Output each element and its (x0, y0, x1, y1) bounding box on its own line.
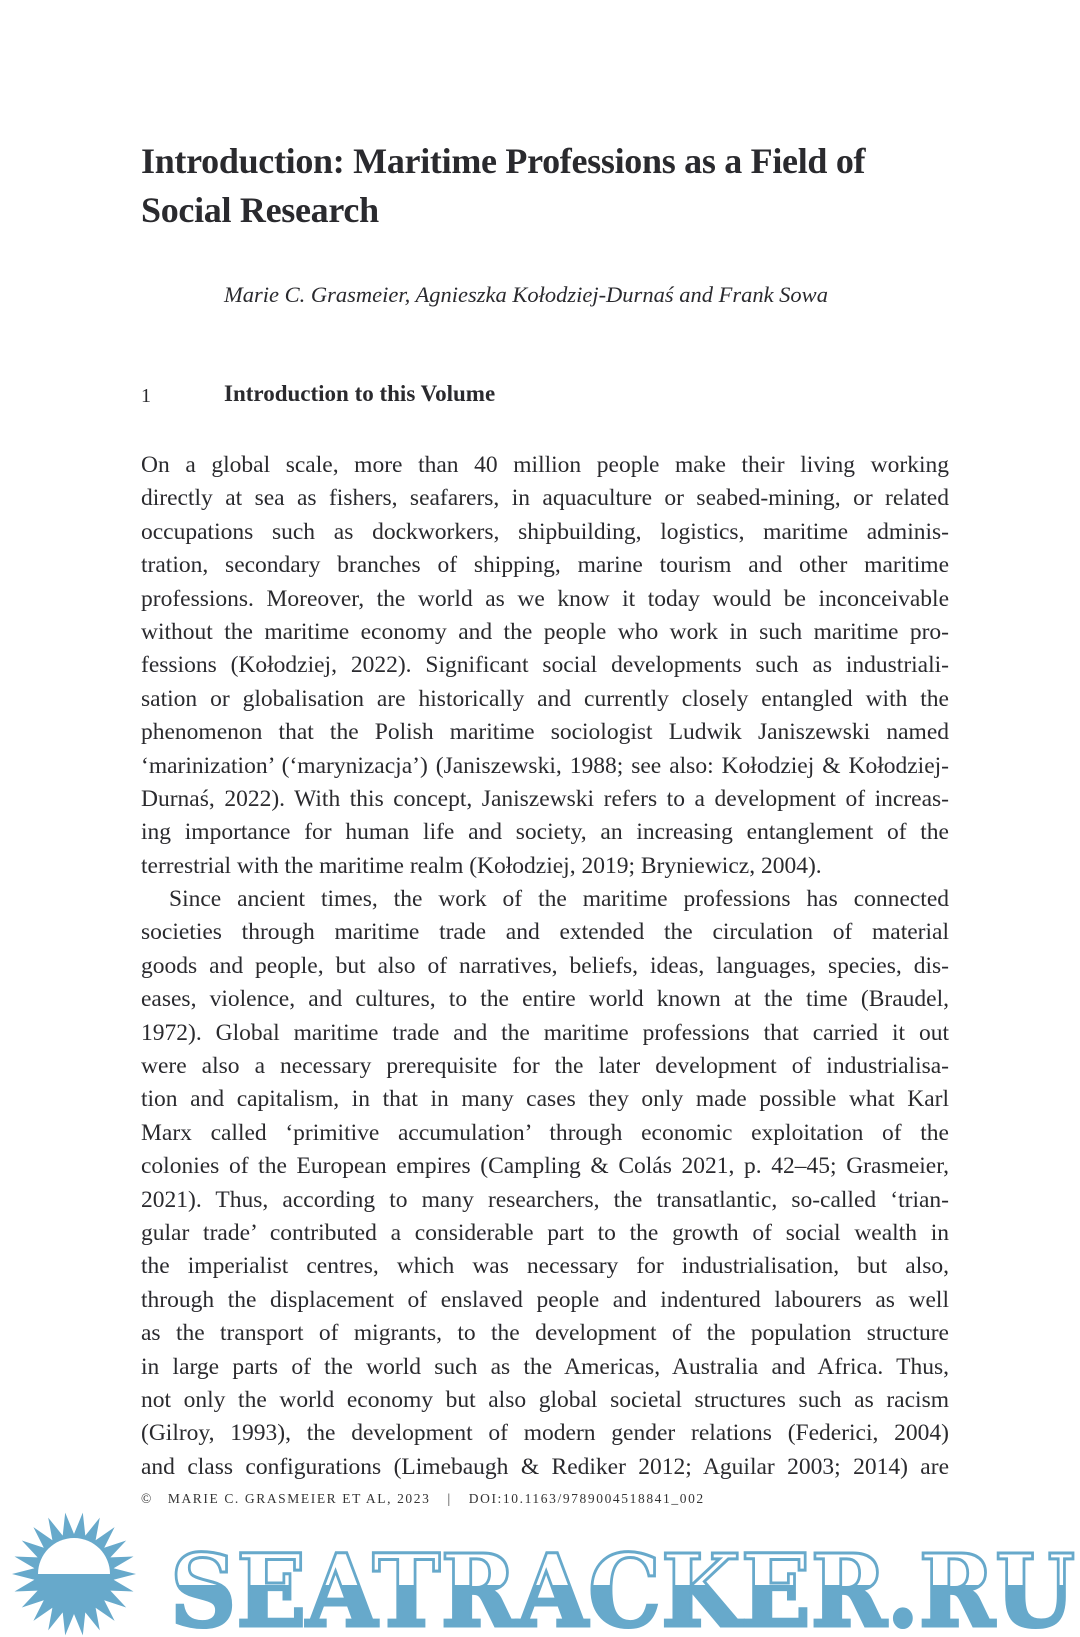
text-line: colonies of the European empires (Campling & Colás 2021, p. 42–45; Grasmeier, (141, 1153, 949, 1180)
text-line: occupations such as dockworkers, shipbuilding, logistics, maritime adminis- (141, 518, 949, 545)
seatracker-watermark (0, 1512, 1080, 1637)
text-line: the imperialist centres, which was necessary for industrialisation, but also, (141, 1253, 949, 1280)
text-line: through the displacement of enslaved people and indentured labourers as well (141, 1286, 949, 1313)
copyright-symbol: © (141, 1491, 153, 1506)
text-line: without the maritime economy and the people who work in such maritime pro- (141, 618, 949, 645)
footer-separator: | (447, 1491, 452, 1506)
text-line: 1972). Global maritime trade and the maritime professions that carried it out (141, 1019, 949, 1046)
text-line: Durnaś, 2022). With this concept, Janiszewski refers to a development of increas- (141, 785, 949, 812)
text-line: (Gilroy, 1993), the development of modern gender relations (Federici, 2004) (141, 1420, 949, 1447)
text-line: sation or globalisation are historically and currently closely entangled with the (141, 685, 949, 712)
copyright-text: MARIE C. GRASMEIER ET AL, 2023 (167, 1491, 431, 1506)
text-line: tration, secondary branches of shipping, marine tourism and other maritime (141, 552, 949, 579)
text-line: in large parts of the world such as the Americas, Australia and Africa. Thus, (141, 1353, 949, 1380)
body-text (141, 449, 949, 1484)
text-line: ‘marinization’ (‘marynizacja’) (Janiszewski, 1988; see also: Kołodziej & Kołodziej- (141, 752, 949, 779)
watermark-text: SEATRACKER.RU (170, 1532, 1075, 1637)
text-line: fessions (Kołodziej, 2022). Significant social developments such as industriali- (141, 652, 949, 679)
text-line: not only the world economy but also global societal structures such as racism (141, 1386, 949, 1413)
text-line: professions. Moreover, the world as we know it today would be inconceivable (141, 585, 949, 612)
text-line: gular trade’ contributed a considerable part to the growth of social wealth in (141, 1219, 949, 1246)
text-line: ing importance for human life and society, an increasing entanglement of the (141, 819, 949, 846)
chapter-authors: Marie C. Grasmeier, Agnieszka Kołodziej-Durnaś and Frank Sowa (224, 282, 828, 307)
section-number: 1 (141, 385, 151, 407)
chapter-title: Introduction: Maritime Professions as a Field of Social Research (141, 141, 866, 230)
text-line: On a global scale, more than 40 million people make their living working (141, 452, 949, 478)
text-line: as the transport of migrants, to the development of the population structure (141, 1320, 949, 1347)
text-line: terrestrial with the maritime realm (Kołodziej, 2019; Bryniewicz, 2004). (141, 852, 822, 879)
text-line: goods and people, but also of narratives, beliefs, ideas, languages, species, dis- (141, 952, 949, 979)
text-line: 2021). Thus, according to many researchers, the transatlantic, so-called ‘trian- (141, 1186, 949, 1213)
text-line: Since ancient times, the work of the maritime professions has connected (169, 886, 949, 913)
page-footer (141, 1490, 705, 1508)
sun-icon (12, 1513, 136, 1636)
section-title: Introduction to this Volume (224, 381, 496, 406)
text-line: and class configurations (Limebaugh & Rediker 2012; Aguilar 2003; 2014) are (141, 1453, 949, 1480)
text-line: phenomenon that the Polish maritime sociologist Ludwik Janiszewski named (141, 719, 949, 746)
text-line: eases, violence, and cultures, to the entire world known at the time (Braudel, (141, 986, 949, 1013)
text-line: societies through maritime trade and extended the circulation of material (141, 919, 949, 946)
text-line: were also a necessary prerequisite for the later development of industrialisa- (141, 1053, 949, 1080)
text-line: directly at sea as fishers, seafarers, in aquaculture or seabed-mining, or related (141, 485, 949, 512)
text-line: Marx called ‘primitive accumulation’ through economic exploitation of the (141, 1119, 949, 1146)
doi-text: DOI:10.1163/9789004518841_002 (468, 1491, 705, 1506)
text-line: tion and capitalism, in that in many cases they only made possible what Karl (141, 1086, 949, 1113)
